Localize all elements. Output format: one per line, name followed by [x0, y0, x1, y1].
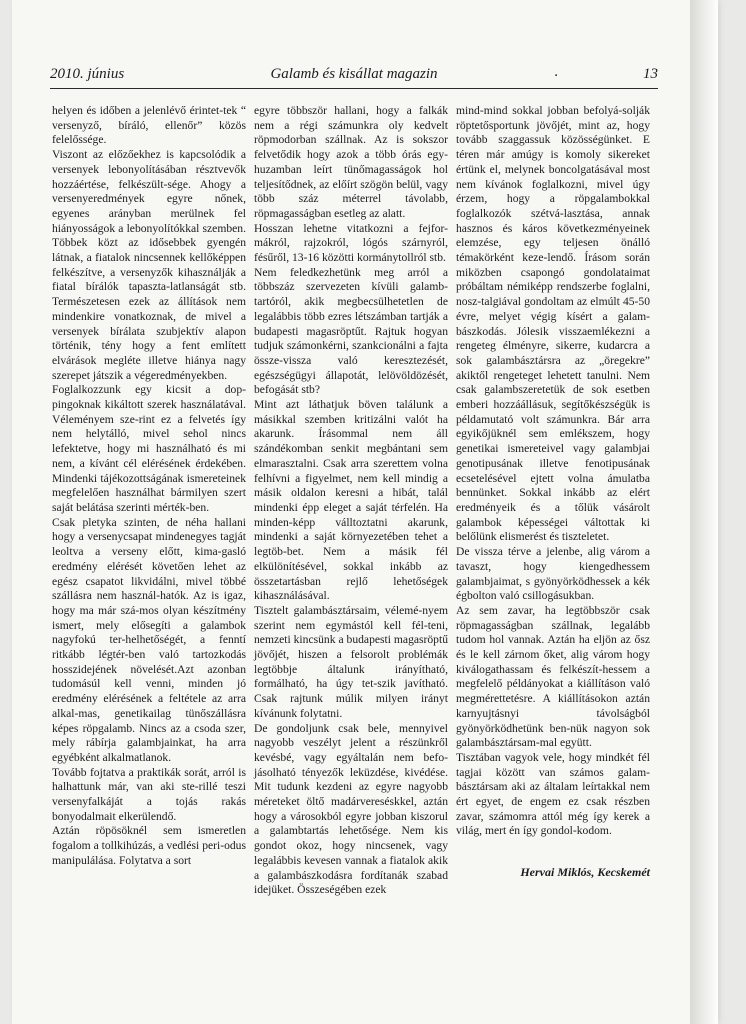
paragraph: Aztán röpösöknél sem ismeretlen fogalom a tollkihúzás, a vedlési peri-odus manipulálása. Folytatva a sort [52, 824, 246, 867]
issue-date: 2010. június [50, 66, 125, 82]
text-column-2 [254, 104, 448, 898]
paragraph: Tisztelt galambásztársaim, vélemé-nyem szerint nem egymástól kell fél-teni, nemzeti kincsünk a budapesti magasröptű jövőjét, hiszen a felsorolt problémák legtöbbje általunk irányítható, formálható, ha úgy tet-szik javítható. Csak rajtunk múlik milyen irányt kívánunk folytatni. [254, 603, 448, 720]
magazine-page [12, 0, 718, 1024]
paragraph: Csak pletyka szinten, de néha hallani hogy a versenycsapat mindenegyes tagját leoltva a verseny előtt, kima-gasló eredmény elérését követően lehet az egész csapatot likvidálni, mivel többé szállásra nem használ-hatók. Az is igaz, hogy ma már szá-mos olyan készítmény ismert, mely elősegíti a galambok nagyfokú ter-helhetőségét, a fenntí ritkább légtér-ben való tartozkodás hosszidejének növelését.Azt azonban tudomásúl kell venni, minden jó eredmény elérésének a feltétele az arra alkal-mas, genetikailag tünőszállásra képes röpgalamb. Nincs az a csoda szer, mely rábírja galambjainkat, ha arra egyébként alkalmatlanok. [52, 515, 246, 764]
paragraph: Hosszan lehetne vitatkozni a fejfor-mákról, rajzokról, lógós szárnyról, fésűről, 13-16 közötti kormánytollról stb. [254, 221, 448, 265]
text-column-3 [456, 104, 650, 880]
paragraph: Az sem zavar, ha legtöbbször csak röpmagasságban szállnak, legalább tudom hol vannak. Aztán ha eljön az ősz és le kell zárnom őket, alig várom hogy kiválogathassam és felkészít-hessem a megfelelő példányokat a kiállításon való megmérettetésre. A kiállításokon aztán karnyujtásnyi távolságból gyönyörködhetünk ben-nük nagyon sok galambásztársam-mal együtt. [456, 603, 650, 750]
paragraph: egyre többször hallani, hogy a falkák nem a régi számunkra oly kedvelt röpmodorban szállnak. Az is sokszor felvetődik hogy azok a több órás egy-huzamban leírt tünőmagasságok hol teljesítődnek, az előírt szögön belül, vagy több száz méterrel távolabb, röpmagasságban esetleg az alatt. [254, 104, 448, 220]
paragraph: Viszont az előzőekhez is kapcsolódik a versenyek lebonyolításában résztvevők hozzáértése, felkészült-sége. Ahogy a versenyeredmények egyre nőnek, egyenes arányban merülnek fel hiányosságok a lebonyolítókkal szemben. Többek közt az idősebbek gyengén látnak, a fiatalok nincsennek kellőképpen felkészítve, a versenyzők kihasználják a fiatal bírálók tapaszta-latlanságát stb. Természetesen ezek az állítások nem mindenkire vonatkoznak, de mivel a versenyek bírálata szubjektív alapon történik, tény hogy a fent említett elvárások megléte illetve hiánya nagy szerepet játszik a végeredményekben. [52, 148, 246, 382]
author-signature: Hervai Miklós, Kecskemét [520, 865, 650, 880]
paragraph: mind-mind sokkal jobban befolyá-solják röptetősportunk jövőjét, mint az, hogy tovább szaggassuk közösségünket. E téren már amúgy is komoly sikereket értünk el, melynek boncolgatásával most nem kívánok foglalkozni, mivel úgy érzem, hogy a röpgalambokkal foglalkozók szétvá-lasztása, annak hasznos és káros következményeinek elemzése, egy teljesen önálló témakörként keze-lendő. Írásom során miközben csapongó gondolataimat próbáltam némiképp rendszerbe foglalni, nosz-talgiával gondoltam az elmúlt 45-50 évre, melyet végig kísért a galam-bászkodás. Jólesik visszaemlékezni a rengeteg élményre, sikerre, kudarcra a sok galambásztársra az „öregekre” akiktől rengeteget lehetett tanulni. Nem csak galambszeretetük de sok esetben emberi hozzáállásuk, segítőkészségük is példamutató volt számunkra. Bár arra egyikőjüknél sem emlékszem, hogy genetikai ismereteivel vagy galambjai genotipusának illetve fenotipusának ecsetelésével ejtett volna ámulatba bennünket. Sokkal inkább az elért eredményeik és a tőlük vásárolt galambok képességei váltottak ki belőlünk elismerést és tiszteletet. [456, 104, 650, 544]
paragraph: Tovább fojtatva a praktikák sorát, arról is halhattunk már, van aki ste-rillé teszi versenyfalkáját a tojás rakás bonyodalmait elkerülendő. [52, 765, 246, 823]
running-header [50, 62, 658, 86]
paragraph: De vissza térve a jelenbe, alig várom a tavaszt, hogy kiengedhessem galambjaimat, s gyönyörködhessek a kék égbolton való csillogásukban. [456, 545, 650, 603]
paragraph: Foglalkozzunk egy kicsit a dop-pingoknak kikáltott szerek használatával. Véleményem sze-rint ez a felvetés így nem helytálló, mivel sehol nincs lefektetve, hogy mi használható és mi nem, a kívánt cél elérésének érdekében. Mindenki tájékozottságának ismereteinek megfelelően használhat bármilyen szert saját belátása szerinti mérték-ben. [52, 383, 246, 514]
page-number: 13 [643, 66, 658, 82]
text-column-1 [52, 104, 246, 869]
page-binding-shadow [690, 0, 718, 1024]
paragraph: De gondoljunk csak bele, mennyivel nagyobb veszélyt jelent a részünkről kevésbé, vagy egyáltalán nem befo-jásolható tényezők leküzdése, kivédése. Mit tudunk kezdeni az egyre nagyobb méreteket öltő madárvereséskkel, aztán hogy a városokból egyre jobban kiszorul a galambtartás lehetősége. Nem kis gondot okoz, hogy nincsenek, vagy legalábbis kevesen vannak a fiatalok akik a galambászkodásra fordítanák szabad idejüket. Összeségében ezek [254, 721, 448, 897]
paragraph: Nem feledkezhetünk meg arról a többszáz szervezeten kívüli galamb-tartóról, akik megbecsülhetetlen de legalábbis több ezres létszámban tartják a budapesti magasröptűt. Rajtuk hogyan tudjuk számonkérni, szankcionálni a fajta össze-vissza való keresztezését, egészségügyi állapotát, lelövöldözését, befogását stb? [254, 265, 448, 397]
paragraph: Tisztában vagyok vele, hogy mindkét fél tagjai között van számos galam-básztársam aki az általam leírtakkal nem ért egyet, de engem ez csak részben zavar, számomra attól még így kerek a világ, mert én így gondol-kodom. [456, 750, 650, 838]
paragraph: helyen és időben a jelenlévő érintet-tek “ versenyző, bíráló, ellenőr” közös felelőssége. [52, 104, 246, 147]
magazine-title: Galamb és kisállat magazin [270, 66, 438, 82]
paragraph: Mint azt láthatjuk böven találunk a másikkal szemben kritizálni valót ha akarunk. Írásommal nem áll szándékomban senkit megbántani sem elmarasztalni. Csak arra szerettem volna felhívni a figyelmet, nem kell mindig a másik oldalon keresni a hibát, talál mindenki épp eleget a saját térfelén. Ha minden-képp válltoztatni akarunk, mindenki a saját környezetében tehet a legtöb-bet. Nem a másik fél elkülönítésével, sokkal inkább az összetartásban rejlő lehetőségek kihasználásával. [254, 398, 448, 603]
header-rule [50, 88, 658, 89]
header-dot: . [554, 64, 558, 80]
